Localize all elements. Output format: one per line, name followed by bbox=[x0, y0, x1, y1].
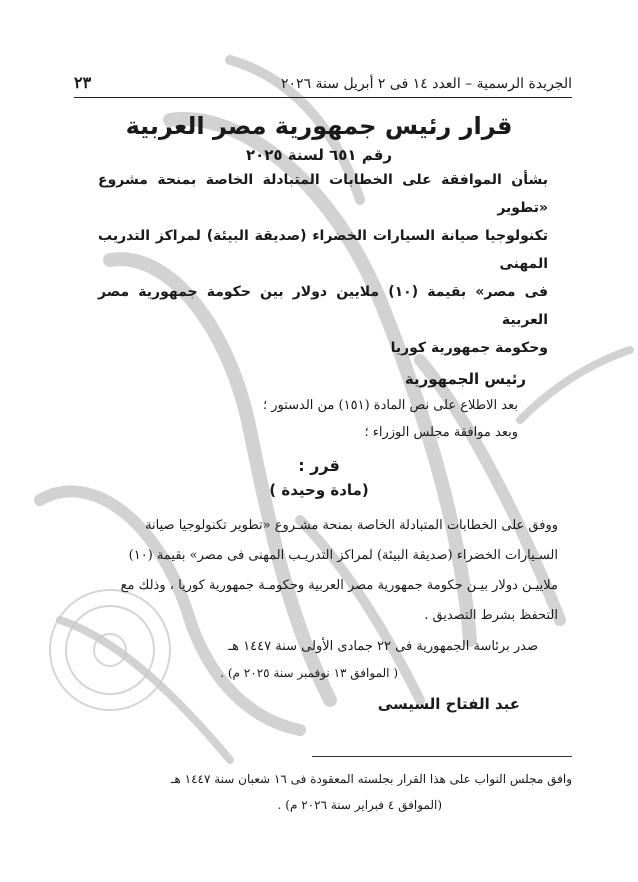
subject-line: وحكومة جمهورية كوريا bbox=[390, 340, 548, 356]
issued-statement: صدر برئاسة الجمهورية فى ٢٢ جمادى الأولى سنة ١٤٤٧ هـ bbox=[228, 639, 538, 654]
subject-line: فى مصر» بقيمة (١٠) ملايين دولار بين حكومة جمهورية مصر العربية bbox=[98, 284, 548, 328]
running-title: الجريدة الرسمية – العدد ١٤ فى ٢ أبريل سنة ٢٠٢٦ bbox=[281, 76, 572, 92]
decree-body bbox=[40, 100, 598, 713]
subject-line: تكنولوجيا صيانة السيارات الخضراء (صديقة البيئة) لمراكز التدريب المهنى bbox=[98, 228, 548, 272]
decree-number: رقم ٦٥١ لسنة ٢٠٢٥ bbox=[245, 146, 393, 164]
page-header bbox=[74, 66, 572, 92]
footnote-rule bbox=[312, 756, 572, 757]
footnote bbox=[40, 766, 572, 818]
decided-heading: قرر : bbox=[298, 456, 340, 475]
decree-subject bbox=[40, 166, 598, 362]
president-signature: عبد الفتاح السيسى bbox=[377, 695, 520, 713]
subject-line: بشأن الموافقة على الخطابات المتبادلة الخاصة بمنحة مشروع «تطوير bbox=[98, 172, 548, 216]
article-line: السـيارات الخضراء (صديقة البيئة) لمراكز التدريـب المهنى فى مصر» بقيمة (١٠) bbox=[128, 548, 558, 563]
footnote-line: (الموافق ٤ فبراير سنة ٢٠٢٦ م) . bbox=[277, 798, 442, 812]
article-line: التحفظ بشرط التصديق . bbox=[424, 608, 558, 623]
preamble bbox=[40, 392, 598, 446]
header-rule bbox=[74, 97, 572, 98]
article-text bbox=[40, 511, 598, 631]
page-number: ٢٣ bbox=[74, 73, 92, 92]
article-title: (مادة وحيدة ) bbox=[269, 481, 369, 499]
preamble-line: بعد الاطلاع على نص المادة (١٥١) من الدستور ؛ bbox=[262, 398, 518, 413]
preamble-line: وبعد موافقة مجلس الوزراء ؛ bbox=[364, 425, 518, 440]
decree-title: قرار رئيس جمهورية مصر العربية bbox=[125, 112, 513, 140]
president-heading: رئيس الجمهورية bbox=[404, 370, 526, 388]
article-line: ووفق على الخطابات المتبادلة الخاصة بمنحة مشـروع «تطوير تكنولوجيا صيانة bbox=[145, 518, 558, 533]
issued-gregorian-date: ( الموافق ١٣ نوفمبر سنة ٢٠٢٥ م) . bbox=[220, 666, 398, 680]
footnote-line: وافق مجلس النواب على هذا القرار بجلسته المعقودة فى ١٦ شعبان سنة ١٤٤٧ هـ bbox=[170, 772, 572, 786]
article-line: ملاييـن دولار بيـن حكومة جمهورية مصر العربية وحكومـة جمهورية كوريا ، وذلك مع bbox=[120, 578, 558, 593]
